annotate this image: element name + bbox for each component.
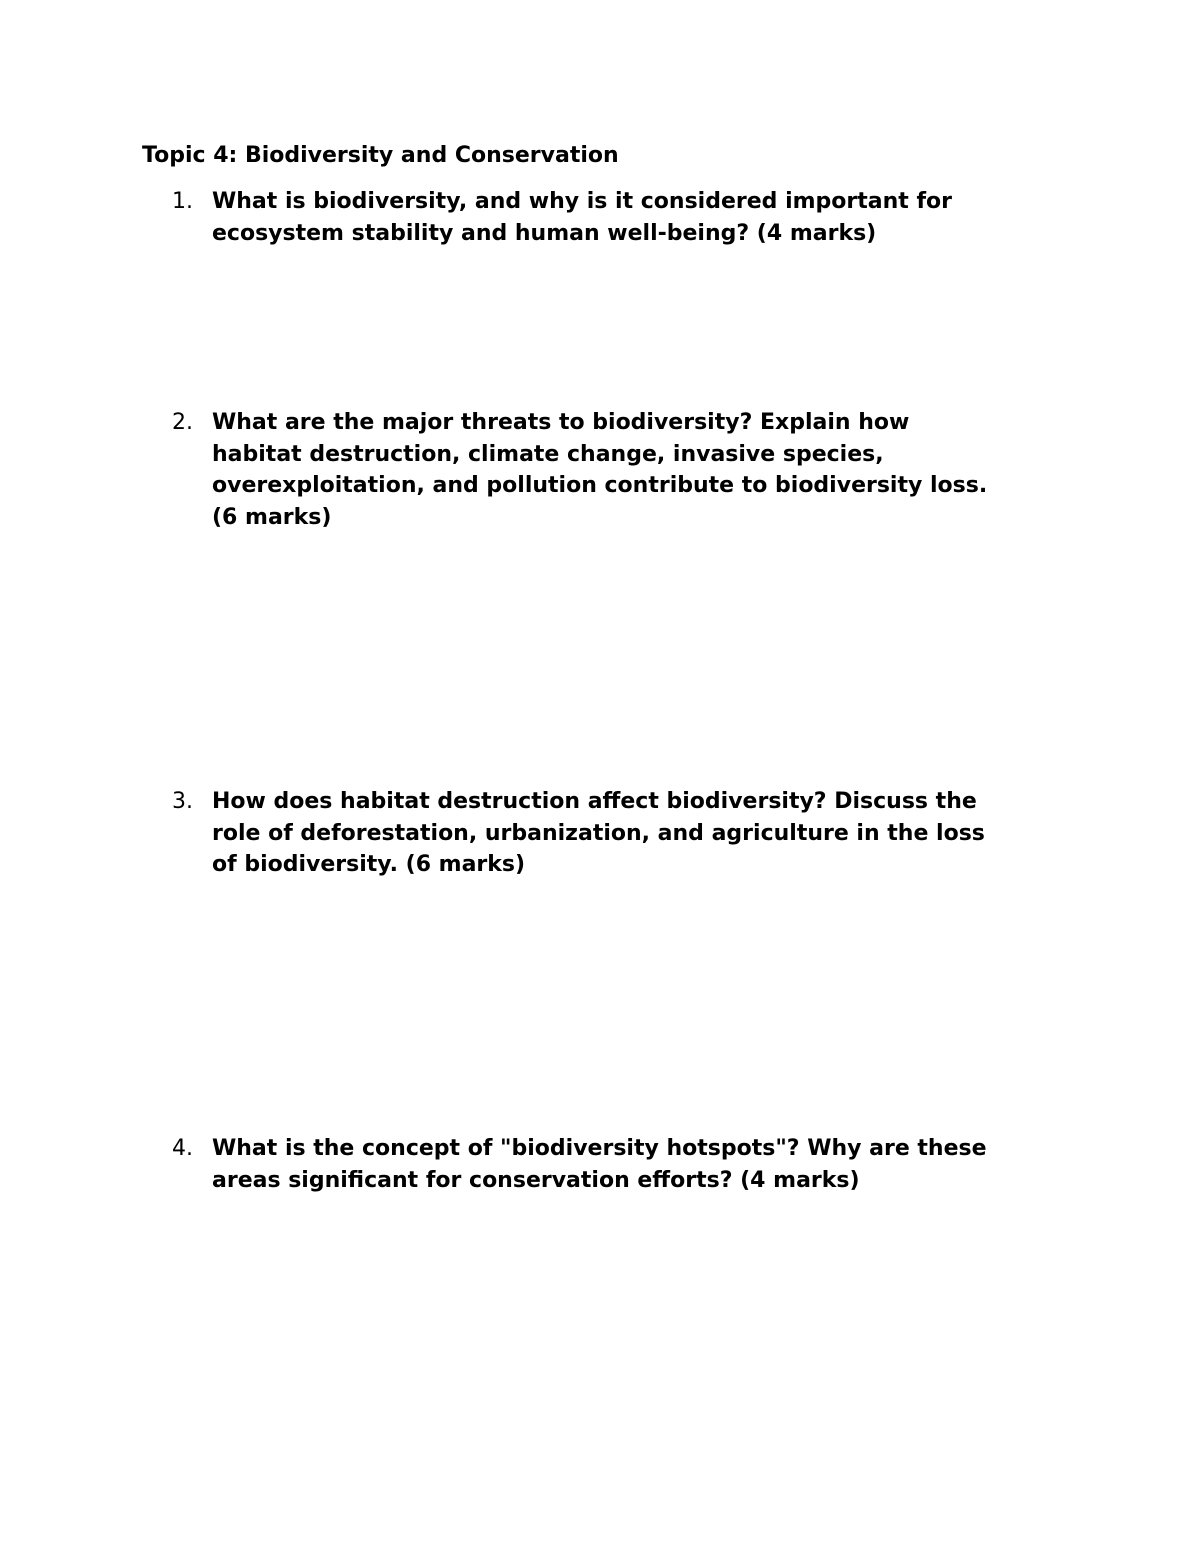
question-number: 4. (172, 1136, 193, 1161)
question-number: 2. (172, 410, 193, 435)
question-line: ecosystem stability and human well-being? (4 marks) (212, 220, 877, 246)
question-text (212, 1133, 1072, 1196)
question-line: areas significant for conservation efforts? (4 marks) (212, 1167, 860, 1193)
question-line: role of deforestation, urbanization, and agriculture in the loss (212, 820, 985, 846)
page-title: Topic 4: Biodiversity and Conservation (142, 143, 619, 168)
question-text (212, 786, 1072, 881)
question-line: overexploitation, and pollution contribute to biodiversity loss. (212, 473, 988, 498)
question-line: of biodiversity. (6 marks) (212, 852, 526, 877)
question-line: habitat destruction, climate change, invasive species, (212, 441, 884, 467)
question-line: (6 marks) (212, 504, 332, 530)
question-line: What are the major threats to biodiversity? Explain how (212, 410, 910, 435)
question-number: 1. (172, 189, 193, 214)
question-number: 3. (172, 789, 193, 814)
question-line: What is biodiversity, and why is it considered important for (212, 189, 952, 214)
question-line: What is the concept of "biodiversity hotspots"? Why are these (212, 1136, 987, 1161)
question-text (212, 407, 1072, 533)
question-text (212, 186, 1072, 249)
question-line: How does habitat destruction affect biodiversity? Discuss the (212, 789, 977, 814)
